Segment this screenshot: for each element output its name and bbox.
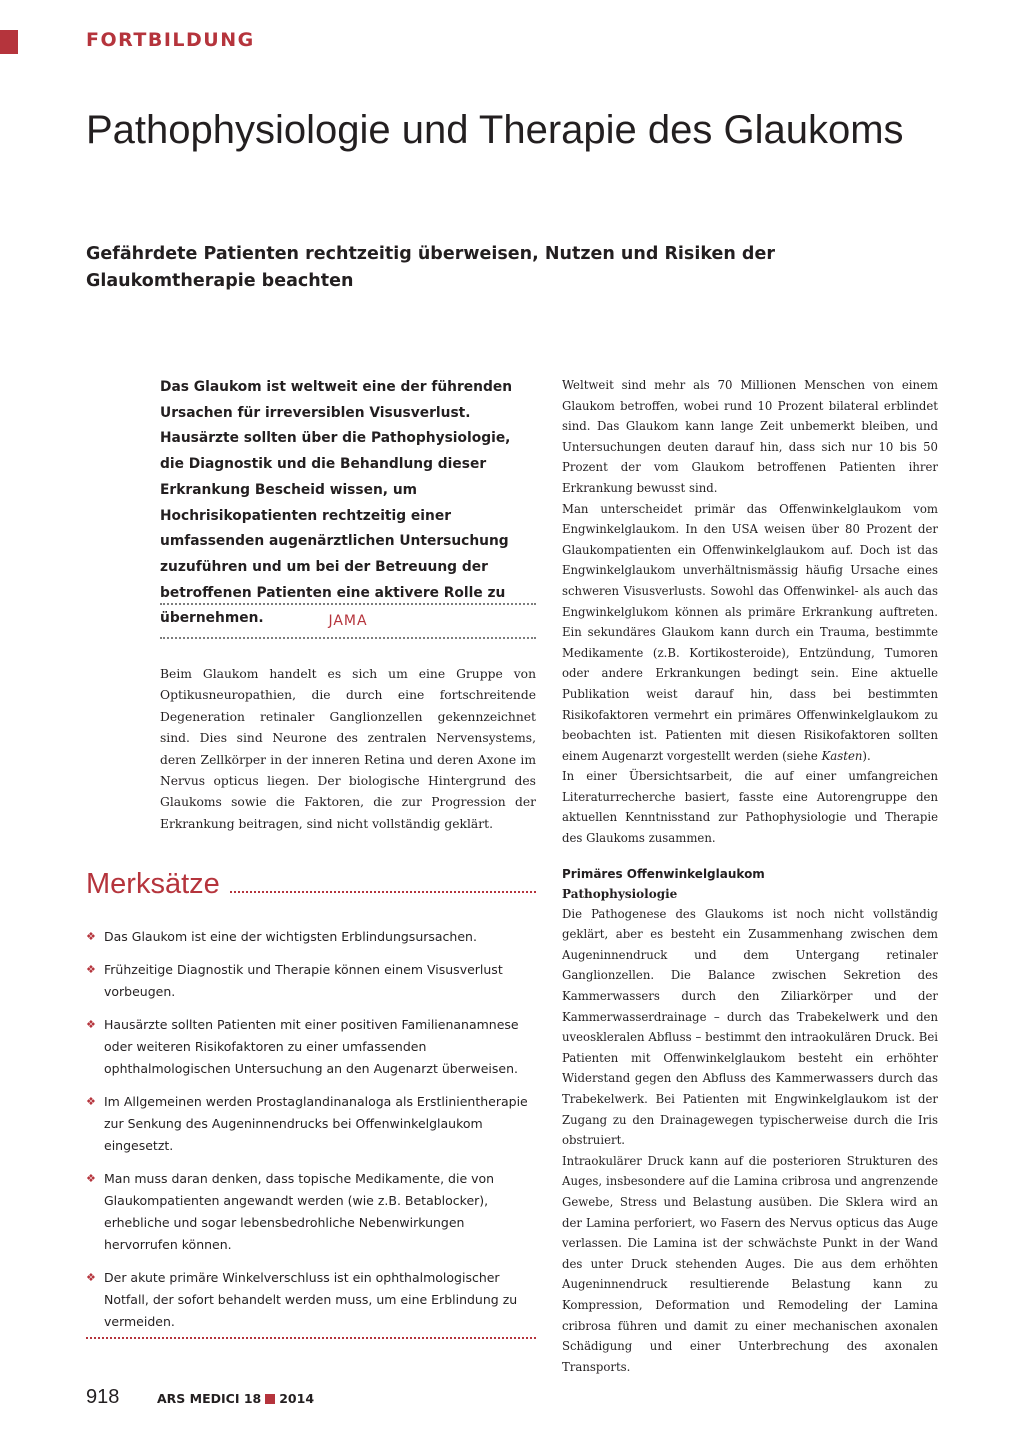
merksaetze-heading [86,866,536,902]
journal-name: ARS MEDICI 18 [157,1391,262,1406]
article-title: Pathophysiologie und Therapie des Glaukoms [86,108,904,152]
merksaetze-heading-rule [230,891,536,893]
list-item-text: Der akute primäre Winkelverschluss ist ein ophthalmologischer Notfall, der sofort behandelt werden muss, um eine Erblindung zu vermeiden. [104,1270,518,1329]
merksaetze-heading-text: Merksätze [86,868,220,900]
box-reference: Kasten [821,748,863,763]
body-paragraph: Weltweit sind mehr als 70 Millionen Menschen von einem Glaukom betroffen, wobei rund 10 Prozent bilateral erblindet sind. Das Glaukom kann lange Zeit unbemerkt bleiben, und Untersuchungen deuten darauf hin, dass sich nur 10 bis 50 Prozent der vom Glaukom betroffenen Patienten ihrer Erkrankung bewusst sind. [562,378,938,495]
article-lead: Das Glaukom ist weltweit eine der führenden Ursachen für irreversiblen Visusverlust. Hausärzte sollten über die Pathophysiologie, die Diagnostik und die Behandlung dieser Erkrankung Bescheid wissen, um Hochrisikopatienten rechtzeitig einer umfassenden augenärztlichen Untersuchung zuzuführen und um bei der Betreuung der betroffenen Patienten eine aktivere Rolle zu übernehmen. [160,379,513,627]
body-paragraph: Intraokulärer Druck kann auf die posterioren Strukturen des Auges, insbesondere auf die Lamina cribrosa und angrenzende Gewebe, Stress und Belastung ausüben. Die Sklera wird an der Lamina perforiert, wo Fasern des Nervus opticus das Auge verlassen. Die Lamina ist der schwächste Punkt in der Wand des unter Druck stehenden Auges. Die aus dem erhöhten Augeninnendruck resultierende Belastung kann zu Kompression, Deformation und Remodeling der Lamina cribrosa führen und damit zu einer mechanischen axonalen Schädigung und einer Unterbrechung des axonalen Transports. [562,1153,938,1374]
journal-year: 2014 [279,1391,315,1406]
journal-footer [157,1391,314,1406]
page-number: 918 [86,1386,120,1408]
list-item [86,926,536,948]
list-item [86,1267,536,1333]
list-item-text: Frühzeitige Diagnostik und Therapie können einem Visusverlust vorbeugen. [104,962,503,999]
body-paragraph: In einer Übersichtsarbeit, die auf einer umfangreichen Literaturrecherche basiert, fasste eine Autorengruppe den aktuellen Kenntnisstand zur Pathophysiologie und Therapie des Glaukoms zusammen. [562,769,938,846]
diamond-bullet-icon: ❖ [86,931,96,943]
diamond-bullet-icon: ❖ [86,964,96,976]
source-label: JAMA [160,603,536,639]
diamond-bullet-icon: ❖ [86,1096,96,1108]
section-heading: Primäres Offenwinkelglaukom [562,866,765,881]
list-item-text: Hausärzte sollten Patienten mit einer positiven Familienanamnese oder weiteren Risikofaktoren zu einer umfassenden ophthalmologischen Untersuchung an den Augenarzt überweisen. [104,1017,519,1076]
list-item [86,1168,536,1256]
right-column [562,375,938,1377]
intro-paragraph: Beim Glaukom handelt es sich um eine Gruppe von Optikusneuropathien, die durch eine fortschreitende Degeneration retinaler Ganglionzellen gekennzeichnet sind. Dies sind Neurone des zentralen Nervensystems, deren Zellkörper in der inneren Retina und deren Axone im Nervus opticus liegen. Der biologische Hintergrund des Glaukoms sowie die Faktoren, die zur Progression der Erkrankung beitragen, sind nicht vollständig geklärt. [160,667,536,831]
body-text: Man unterscheidet primär das Offenwinkelglaukom vom Engwinkelglaukom. In den USA weisen über 80 Prozent der Glaukompatienten ein Offenwinkelglaukom auf. Doch ist das Engwinkelglaukom unverhältnismässig häufig Ursache eines schweren Visusverlusts. Sowohl das Offenwinkel- als auch das Engwinkelglukom können als primäre Erkrankung auftreten. Ein sekundäres Glaukom kann durch ein Trauma, bestimmte Medikamente (z.B. Kortikosteroide), Entzündung, Tumoren oder andere Erkrankungen bedingt sein. Eine aktuelle Publikation weist darauf hin, dass bei bestimmten Risikofaktoren vermehrt ein primäres Offenwinkelglaukom zu beobachten ist. Patienten mit diesen Risikofaktoren sollten einem Augenarzt vorgestellt werden (siehe [562,501,938,763]
separator-square-icon [265,1394,275,1404]
article-subtitle: Gefährdete Patienten rechtzeitig überweisen, Nutzen und Risiken der Glaukomtherapie beachten [86,244,775,291]
list-item [86,1091,536,1157]
section-label: FORTBILDUNG [86,29,255,51]
merksaetze-bottom-rule [86,1337,536,1339]
list-item [86,1014,536,1080]
body-paragraph: Die Pathogenese des Glaukoms ist noch nicht vollständig geklärt, aber es besteht ein Zusammenhang zwischen dem Augeninnendruck und dem Untergang retinaler Ganglionzellen. Die Balance zwischen Sekretion des Kammerwassers durch den Ziliarkörper und der Kammerwasserdrainage – durch das Trabekelwerk und den uveoskleralen Abfluss – bestimmt den intraokulären Druck. Bei Patienten mit Offenwinkelglaukom besteht ein erhöhter Widerstand gegen den Abfluss des Kammerwassers durch das Trabekelwerk. Bei Patienten mit Engwinkelglaukom ist der Zugang zu den Drainagewegen typischerweise durch die Iris obstruiert. [562,906,938,1148]
list-item-text: Im Allgemeinen werden Prostaglandinanaloga als Erstlinientherapie zur Senkung des Augeninnendrucks bei Offenwinkelglaukom eingesetzt. [104,1094,528,1153]
body-text: ). [862,748,871,763]
body-paragraph [562,499,938,767]
list-item-text: Das Glaukom ist eine der wichtigsten Erblindungsursachen. [104,929,477,944]
diamond-bullet-icon: ❖ [86,1173,96,1185]
section-accent-bar [0,30,18,54]
merksaetze-list [86,926,536,1344]
diamond-bullet-icon: ❖ [86,1019,96,1031]
list-item [86,959,536,1003]
diamond-bullet-icon: ❖ [86,1272,96,1284]
subsection-heading: Pathophysiologie [562,886,678,901]
list-item-text: Man muss daran denken, dass topische Medikamente, die von Glaukompatienten angewandt werden (wie z.B. Betablocker), erhebliche und sogar lebensbedrohliche Nebenwirkungen hervorrufen können. [104,1171,495,1252]
